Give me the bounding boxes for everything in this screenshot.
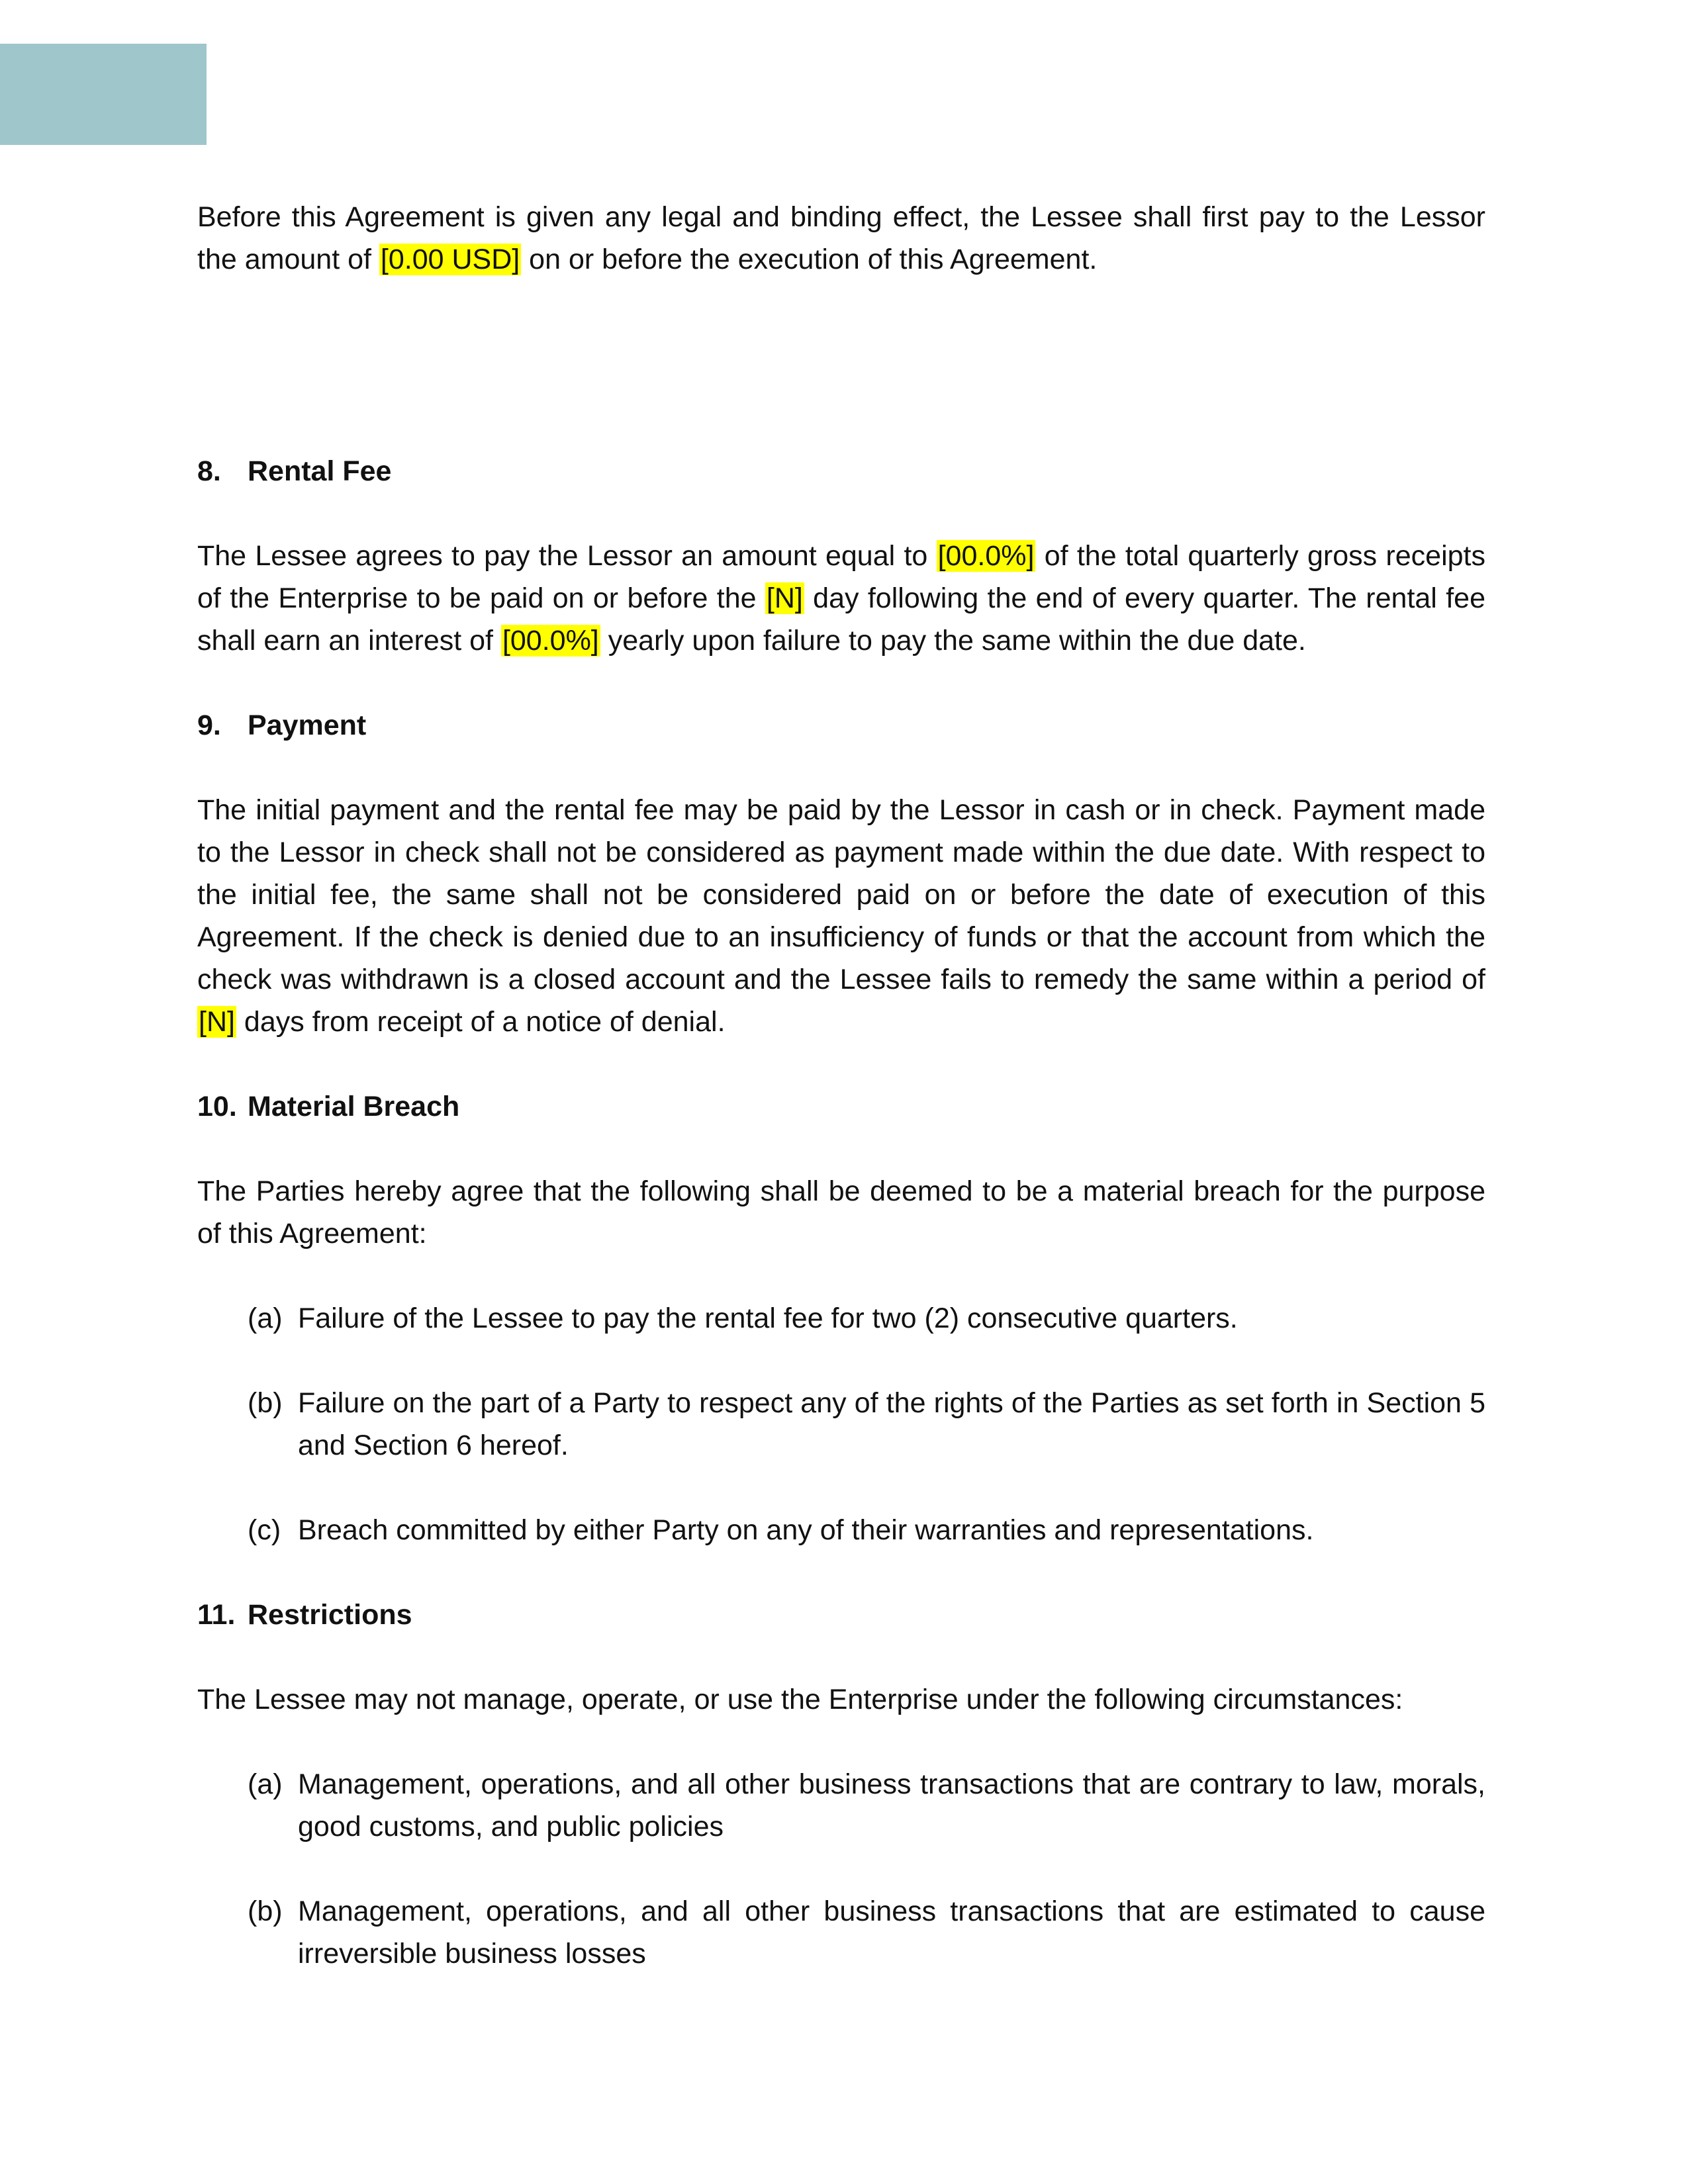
list-marker: (b)	[248, 1895, 283, 1927]
section-10-title: Material Breach	[248, 1091, 460, 1122]
list-item	[248, 1509, 1485, 1551]
corner-accent-block	[0, 44, 207, 145]
section-9-title: Payment	[248, 709, 367, 741]
payment-paragraph: The initial payment and the rental fee may be paid by the Lessor in cash or in check. Payment made to the Lessor in check shall not be considered as payment made within the due date. With respect to the initial fee, the same shall not be considered paid on or before the date of execution of this Agreement. If the check is denied due to an insufficiency of funds or that the account from which the check was withdrawn is a closed account and the Lessee fails to remedy the same within a period of [N] days from receipt of a notice of denial.	[197, 794, 1485, 1038]
section-10-heading	[197, 1085, 1485, 1128]
percentage-placeholder: [00.0%]	[937, 540, 1035, 572]
section-10-number: 10.	[197, 1091, 237, 1122]
section-11-number: 11.	[197, 1599, 236, 1631]
amount-placeholder: [0.00 USD]	[380, 244, 520, 275]
list-item	[248, 1890, 1485, 1975]
list-marker: (a)	[248, 1768, 283, 1800]
section-11-heading	[197, 1594, 1485, 1636]
restrictions-paragraph: The Lessee may not manage, operate, or use the Enterprise under the following circumstances:	[197, 1684, 1403, 1715]
list-item-text: Management, operations, and all other business transactions that are contrary to law, morals, good customs, and public policies	[298, 1768, 1485, 1843]
list-marker: (b)	[248, 1387, 283, 1419]
section-9-number: 9.	[197, 709, 221, 741]
list-item-text: Management, operations, and all other business transactions that are estimated to cause irreversible business losses	[298, 1895, 1485, 1970]
section-8-title: Rental Fee	[248, 455, 392, 487]
list-item	[248, 1297, 1485, 1340]
days-placeholder: [N]	[199, 1006, 235, 1038]
section-8-heading	[197, 450, 1485, 492]
list-item	[248, 1763, 1485, 1848]
day-placeholder: [N]	[766, 582, 803, 614]
intro-text-before: Before this Agreement is given any legal and binding effect, the Lessee shall first pay to the Lessor the amount of	[197, 201, 1485, 275]
list-marker: (a)	[248, 1302, 283, 1334]
rental-fee-paragraph: The Lessee agrees to pay the Lessor an amount equal to [00.0%] of the total quarterly gross receipts of the Enterprise to be paid on or before the [N] day following the end of every quarter. The rental fee shall earn an interest of [00.0%] yearly upon failure to pay the same within the due date.	[197, 540, 1485, 657]
list-item-text: Breach committed by either Party on any of their warranties and representations.	[298, 1514, 1314, 1546]
intro-text-after: on or before the execution of this Agreement.	[521, 244, 1098, 275]
document-page	[197, 196, 1485, 1975]
list-item-text: Failure of the Lessee to pay the rental fee for two (2) consecutive quarters.	[298, 1302, 1238, 1334]
list-item-text: Failure on the part of a Party to respect any of the rights of the Parties as set forth in Section 5 and Section 6 hereof.	[298, 1387, 1485, 1461]
section-8-number: 8.	[197, 455, 221, 487]
list-marker: (c)	[248, 1514, 281, 1546]
list-item	[248, 1382, 1485, 1467]
section-9-heading	[197, 704, 1485, 747]
intro-paragraph	[197, 196, 1485, 281]
material-breach-paragraph: The Parties hereby agree that the following shall be deemed to be a material breach for the purpose of this Agreement:	[197, 1175, 1485, 1250]
section-11-title: Restrictions	[248, 1599, 412, 1631]
interest-placeholder: [00.0%]	[502, 625, 599, 657]
